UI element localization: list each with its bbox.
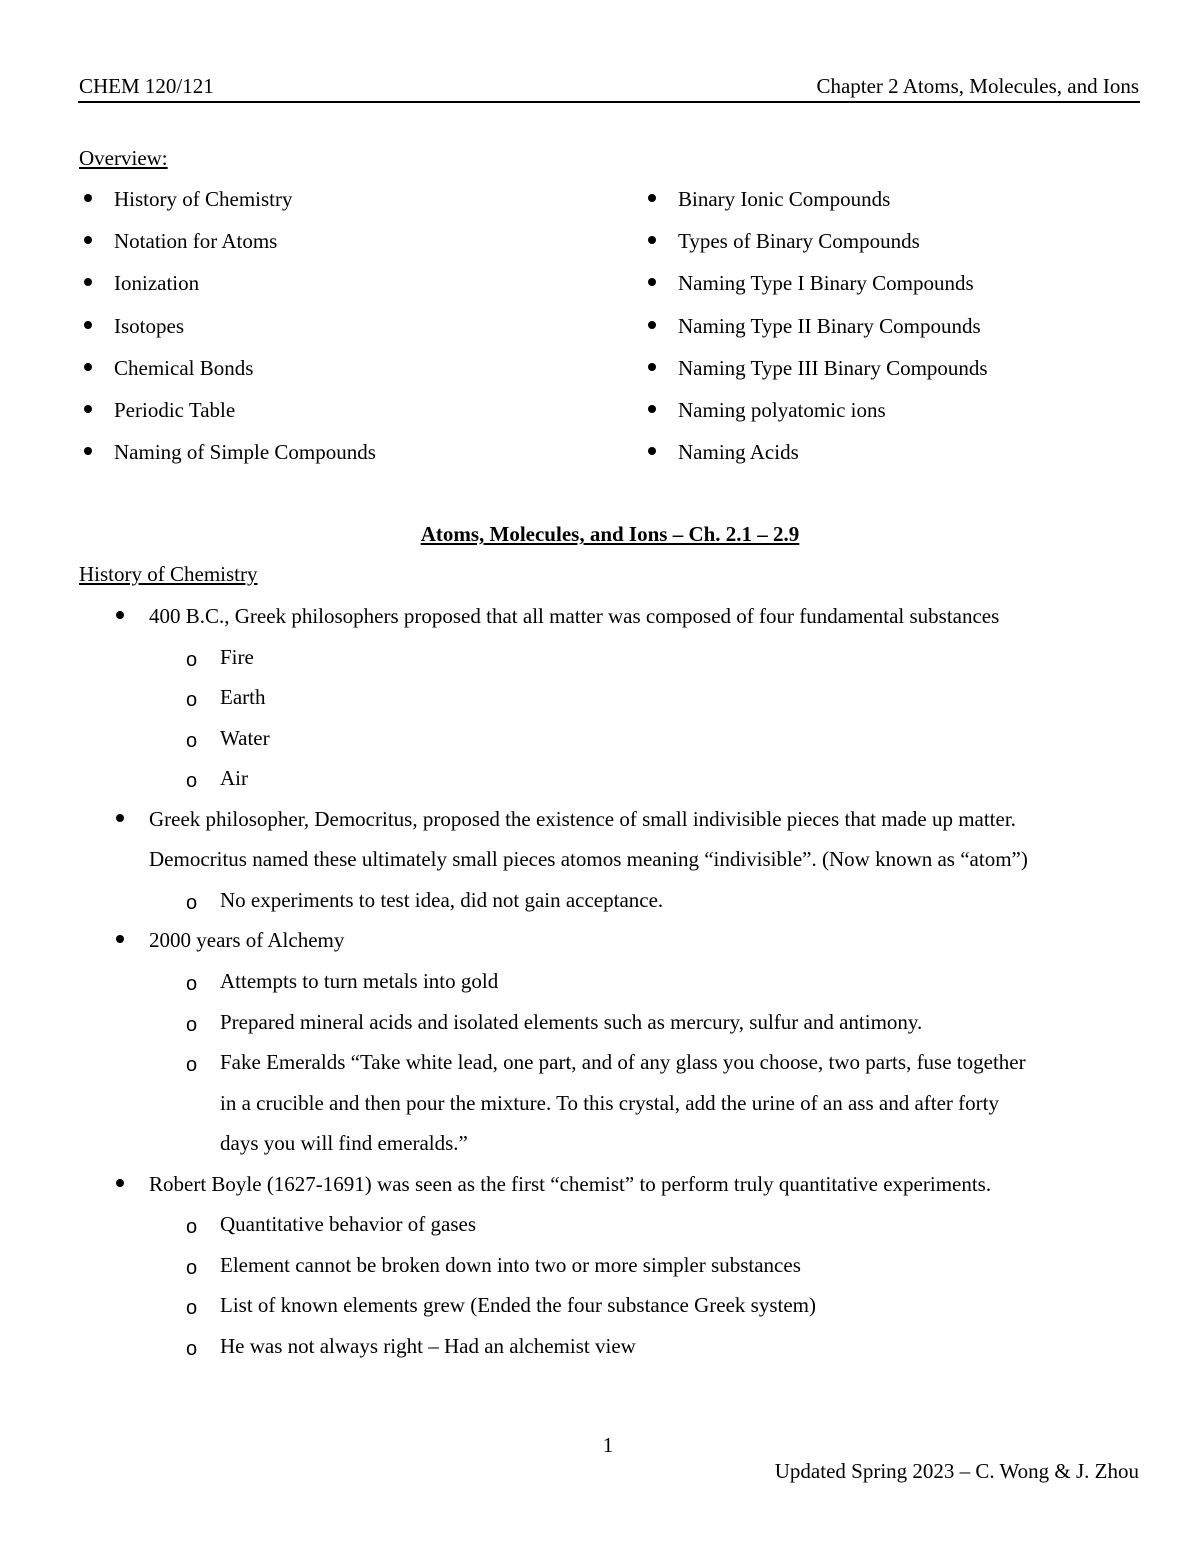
overview-item-label: Notation for Atoms: [114, 229, 278, 254]
point-text: in a crucible and then pour the mixture. To this crystal, add the urine of an ass and after forty: [220, 1090, 999, 1115]
course-code: CHEM 120/121: [79, 74, 214, 98]
overview-list-left: [84, 187, 376, 482]
sub-point: [220, 1131, 468, 1155]
chapter-title: Chapter 2 Atoms, Molecules, and Ions: [816, 74, 1139, 98]
overview-item: [84, 229, 376, 271]
point-text: Greek philosopher, Democritus, proposed the existence of small indivisible pieces that made up matter.: [149, 806, 1016, 831]
sub-bullet-icon: o: [186, 1337, 198, 1360]
header-divider: [78, 101, 1140, 103]
sub-bullet-icon: o: [186, 770, 198, 793]
overview-list-right: [648, 187, 988, 482]
sub-bullet-icon: o: [186, 1297, 198, 1320]
sub-bullet-icon: o: [186, 729, 198, 752]
overview-item: [84, 440, 376, 482]
sub-point: [186, 644, 254, 671]
overview-item: [648, 314, 988, 356]
sub-point: [186, 968, 499, 995]
sub-bullet-icon: o: [186, 972, 198, 995]
bullet-icon: [648, 405, 656, 413]
overview-heading: Overview:: [79, 146, 168, 170]
overview-item-label: Types of Binary Compounds: [678, 229, 920, 254]
overview-item-label: Naming of Simple Compounds: [114, 440, 376, 465]
overview-item: [84, 187, 376, 229]
overview-item-label: Naming Type I Binary Compounds: [678, 271, 974, 296]
overview-item: [84, 398, 376, 440]
sub-bullet-icon: o: [186, 1216, 198, 1239]
point-text: Democritus named these ultimately small pieces atomos meaning “indivisible”. (Now known as “atom”): [149, 847, 1028, 872]
bullet-icon: [116, 935, 124, 943]
overview-item: [648, 356, 988, 398]
sub-bullet-icon: o: [186, 1013, 198, 1036]
overview-item: [648, 229, 988, 271]
point-text: Quantitative behavior of gases: [220, 1212, 476, 1237]
sub-point: [186, 725, 270, 752]
sub-point: [186, 1293, 816, 1320]
sub-point: [186, 1252, 801, 1279]
overview-item-label: Ionization: [114, 271, 200, 296]
bullet-icon: [84, 278, 92, 286]
overview-item-label: Binary Ionic Compounds: [678, 187, 891, 211]
bullet-point: [149, 604, 999, 628]
point-text: 400 B.C., Greek philosophers proposed that all matter was composed of four fundamental substances: [149, 604, 1000, 628]
sub-point: [186, 1333, 636, 1360]
overview-item: [648, 187, 988, 229]
overview-item-label: Naming polyatomic ions: [678, 397, 886, 422]
overview-item-label: Isotopes: [114, 313, 184, 338]
overview-item: [648, 398, 988, 440]
overview-item-label: Naming Type II Binary Compounds: [678, 313, 981, 338]
point-text: days you will find emeralds.”: [220, 1131, 468, 1156]
bullet-icon: [648, 194, 656, 202]
sub-bullet-icon: o: [186, 1256, 198, 1279]
bullet-icon: [84, 447, 92, 455]
overview-item: [84, 356, 376, 398]
bullet-icon: [84, 194, 92, 202]
point-text: Prepared mineral acids and isolated elements such as mercury, sulfur and antimony.: [220, 1009, 923, 1034]
section-title: Atoms, Molecules, and Ions – Ch. 2.1 – 2.9: [420, 522, 800, 546]
sub-bullet-icon: o: [186, 891, 198, 914]
point-text: Fake Emeralds “Take white lead, one part, and of any glass you choose, two parts, fuse together: [220, 1050, 1026, 1075]
bullet-icon: [84, 363, 92, 371]
history-heading: History of Chemistry: [79, 562, 258, 586]
point-text: 2000 years of Alchemy: [149, 928, 345, 953]
bullet-icon: [648, 363, 656, 371]
bullet-point: [149, 928, 344, 952]
point-text: Fire: [220, 644, 254, 669]
sub-point: [186, 1009, 923, 1036]
overview-item: [648, 440, 988, 482]
point-text: Attempts to turn metals into gold: [220, 968, 499, 993]
footer-updated: Updated Spring 2023 – C. Wong & J. Zhou: [774, 1459, 1139, 1483]
bullet-icon: [648, 321, 656, 329]
bullet-icon: [84, 405, 92, 413]
point-text: Earth: [220, 685, 266, 710]
overview-item-label: Naming Acids: [678, 440, 799, 465]
point-text: List of known elements grew (Ended the four substance Greek system): [220, 1293, 816, 1318]
point-text: Robert Boyle (1627-1691) was seen as the first “chemist” to perform truly quantitative experiments.: [149, 1171, 992, 1196]
bullet-icon: [648, 278, 656, 286]
sub-bullet-icon: o: [186, 648, 198, 671]
overview-item-label: Periodic Table: [114, 397, 236, 422]
bullet-point: [149, 847, 1028, 871]
sub-bullet-icon: o: [186, 1054, 198, 1077]
bullet-point: [149, 807, 1016, 831]
point-text: No experiments to test idea, did not gain acceptance.: [220, 887, 664, 912]
sub-point: [186, 685, 266, 712]
sub-bullet-icon: o: [186, 689, 198, 712]
point-text: He was not always right – Had an alchemist view: [220, 1333, 636, 1358]
point-text: Water: [220, 725, 270, 750]
bullet-icon: [116, 1179, 124, 1187]
bullet-icon: [84, 236, 92, 244]
sub-point: [186, 766, 248, 793]
overview-item: [648, 271, 988, 313]
sub-point: [220, 1091, 999, 1115]
point-text: Element cannot be broken down into two or more simpler substances: [220, 1252, 801, 1277]
overview-item-label: Chemical Bonds: [114, 355, 254, 380]
page-number: 1: [602, 1433, 614, 1457]
sub-point: [186, 887, 664, 914]
overview-item: [84, 271, 376, 313]
bullet-icon: [116, 611, 124, 619]
bullet-point: [149, 1172, 991, 1196]
point-text: Air: [220, 766, 248, 791]
bullet-icon: [84, 321, 92, 329]
sub-point: [186, 1212, 476, 1239]
bullet-icon: [648, 236, 656, 244]
sub-point: [186, 1050, 1026, 1077]
bullet-icon: [116, 814, 124, 822]
bullet-icon: [648, 447, 656, 455]
overview-item-label: History of Chemistry: [114, 187, 293, 211]
overview-item: [84, 314, 376, 356]
overview-item-label: Naming Type III Binary Compounds: [678, 355, 988, 380]
